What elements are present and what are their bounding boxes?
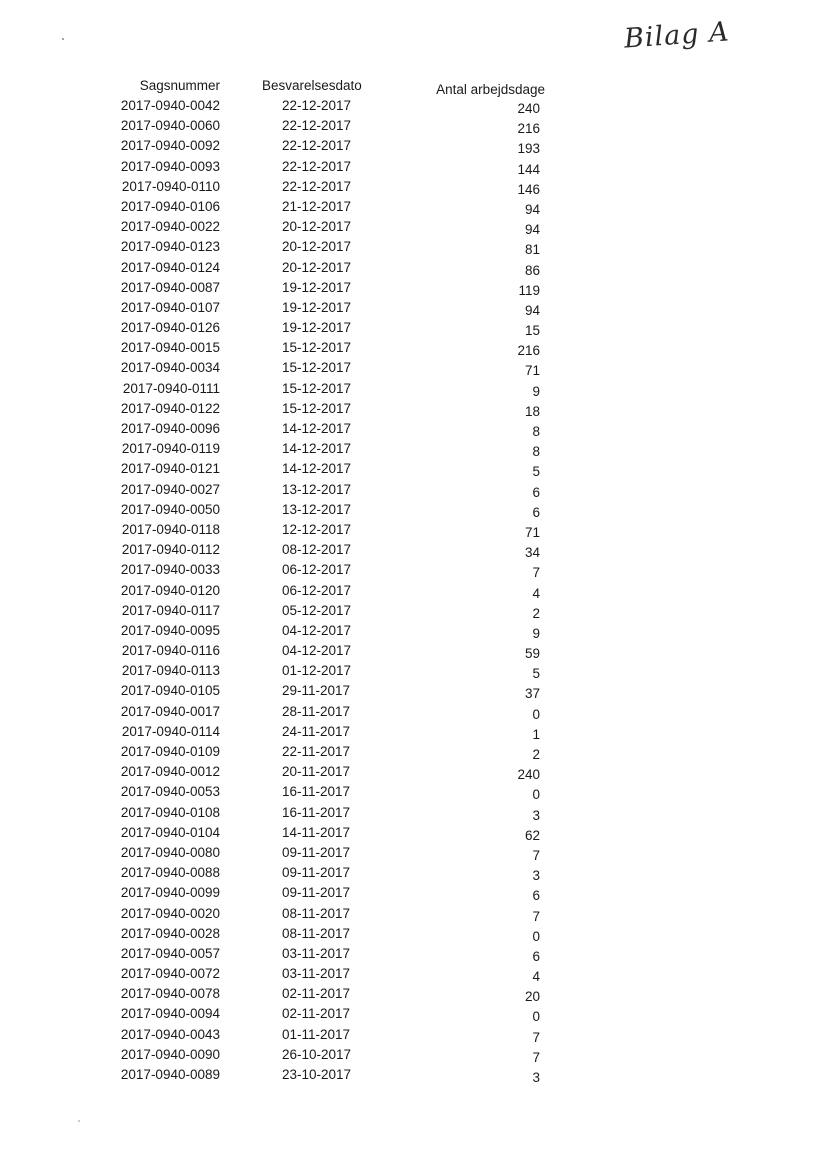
response-date-cell: 09-11-2017 — [282, 844, 351, 860]
case-number-cell: 2017-0940-0122 — [120, 400, 220, 416]
case-number-cell: 2017-0940-0108 — [120, 804, 220, 820]
scan-speck — [78, 1120, 80, 1122]
case-number-cell: 2017-0940-0104 — [120, 824, 220, 840]
response-date-cell: 28-11-2017 — [282, 703, 351, 719]
response-date-cell: 22-11-2017 — [282, 744, 351, 759]
case-number-cell: 2017-0940-0078 — [120, 986, 220, 1002]
table-row — [0, 906, 828, 926]
working-days-cell: 37 — [524, 686, 540, 702]
response-date-cell: 01-11-2017 — [282, 1026, 351, 1042]
table-row — [0, 320, 828, 340]
working-days-cell: 3 — [532, 807, 540, 823]
working-days-cell: 7 — [532, 847, 540, 863]
scan-speck — [62, 38, 64, 40]
table-row — [0, 401, 828, 421]
case-number-cell: 2017-0940-0094 — [120, 1006, 220, 1022]
working-days-cell: 62 — [524, 827, 540, 843]
case-number-cell: 2017-0940-0080 — [120, 844, 220, 860]
table-row — [0, 522, 828, 542]
case-number-cell: 2017-0940-0105 — [120, 683, 220, 699]
table-row — [0, 219, 828, 239]
response-date-cell: 19-12-2017 — [282, 299, 352, 315]
table-row — [0, 1027, 828, 1047]
case-number-cell: 2017-0940-0099 — [120, 885, 220, 901]
response-date-cell: 19-12-2017 — [282, 279, 352, 295]
table-row — [0, 98, 828, 118]
table-row — [0, 845, 828, 865]
case-number-cell: 2017-0940-0057 — [120, 945, 220, 961]
case-number-cell: 2017-0940-0119 — [121, 441, 220, 457]
working-days-cell: 7 — [532, 1049, 540, 1065]
table-row — [0, 603, 828, 623]
case-number-cell: 2017-0940-0012 — [120, 764, 220, 780]
working-days-cell: 6 — [532, 484, 540, 500]
response-date-cell: 03-11-2017 — [282, 966, 351, 982]
case-number-cell: 2017-0940-0088 — [120, 865, 220, 881]
table-row — [0, 724, 828, 744]
working-days-cell: 2 — [532, 605, 540, 621]
response-date-cell: 15-12-2017 — [282, 360, 352, 376]
working-days-cell: 81 — [524, 242, 540, 258]
working-days-cell: 86 — [524, 262, 540, 278]
working-days-cell: 193 — [517, 141, 540, 157]
working-days-cell: 7 — [532, 908, 540, 924]
response-date-cell: 21-12-2017 — [282, 198, 352, 214]
case-number-cell: 2017-0940-0118 — [121, 521, 220, 537]
case-number-cell: 2017-0940-0124 — [120, 259, 220, 275]
header-response-date: Besvarelsesdato — [262, 78, 362, 93]
working-days-cell: 7 — [532, 1029, 540, 1045]
case-number-cell: 2017-0940-0116 — [121, 643, 220, 659]
table-row — [0, 825, 828, 845]
working-days-cell: 0 — [532, 1009, 540, 1025]
table-header — [0, 78, 828, 98]
response-date-cell: 12-12-2017 — [282, 521, 352, 537]
table-row — [0, 482, 828, 502]
table-row — [0, 340, 828, 360]
table-row — [0, 159, 828, 179]
response-date-cell: 20-12-2017 — [282, 259, 352, 275]
case-number-cell: 2017-0940-0095 — [120, 622, 220, 638]
working-days-cell: 144 — [517, 161, 540, 177]
working-days-cell: 3 — [532, 868, 540, 884]
working-days-cell: 3 — [532, 1070, 540, 1085]
working-days-cell: 94 — [524, 302, 540, 318]
response-date-cell: 29-11-2017 — [282, 683, 351, 699]
response-date-cell: 16-11-2017 — [282, 784, 351, 800]
response-date-cell: 22-12-2017 — [282, 98, 352, 113]
working-days-cell: 240 — [517, 101, 540, 116]
working-days-cell: 6 — [532, 888, 540, 904]
table-row — [0, 421, 828, 441]
response-date-cell: 22-12-2017 — [282, 158, 352, 174]
working-days-cell: 18 — [524, 403, 540, 419]
case-number-cell: 2017-0940-0060 — [120, 118, 220, 134]
case-number-cell: 2017-0940-0089 — [120, 1067, 220, 1082]
working-days-cell: 94 — [524, 222, 540, 238]
table-row — [0, 784, 828, 804]
response-date-cell: 04-12-2017 — [282, 643, 352, 659]
table-row — [0, 179, 828, 199]
working-days-cell: 6 — [532, 504, 540, 520]
working-days-cell: 7 — [532, 565, 540, 581]
response-date-cell: 08-11-2017 — [282, 925, 351, 941]
working-days-cell: 146 — [517, 181, 540, 197]
table-row — [0, 280, 828, 300]
case-number-cell: 2017-0940-0112 — [121, 542, 220, 558]
case-number-cell: 2017-0940-0123 — [120, 239, 220, 255]
case-number-cell: 2017-0940-0110 — [121, 178, 220, 194]
working-days-cell: 216 — [517, 343, 540, 359]
table-row — [0, 885, 828, 905]
table-row — [0, 118, 828, 138]
case-number-cell: 2017-0940-0028 — [120, 925, 220, 941]
response-date-cell: 14-11-2017 — [282, 824, 351, 840]
working-days-cell: 6 — [532, 948, 540, 964]
response-date-cell: 24-11-2017 — [282, 723, 351, 739]
response-date-cell: 16-11-2017 — [282, 804, 351, 820]
response-date-cell: 04-12-2017 — [282, 622, 352, 638]
case-number-cell: 2017-0940-0034 — [120, 360, 220, 376]
working-days-cell: 2 — [532, 747, 540, 762]
response-date-cell: 09-11-2017 — [282, 865, 351, 881]
response-date-cell: 08-12-2017 — [282, 542, 352, 558]
case-number-cell: 2017-0940-0017 — [120, 703, 220, 719]
working-days-cell: 9 — [532, 383, 540, 399]
working-days-cell: 34 — [524, 545, 540, 561]
working-days-cell: 71 — [524, 363, 540, 379]
working-days-cell: 8 — [532, 444, 540, 460]
table-row — [0, 583, 828, 603]
working-days-cell: 1 — [532, 726, 540, 742]
case-number-cell: 2017-0940-0117 — [121, 602, 220, 618]
working-days-cell: 4 — [532, 969, 540, 985]
table-row — [0, 946, 828, 966]
case-number-cell: 2017-0940-0022 — [120, 219, 220, 235]
case-number-cell: 2017-0940-0106 — [120, 198, 220, 214]
working-days-cell: 20 — [524, 989, 540, 1005]
table-row — [0, 300, 828, 320]
response-date-cell: 20-12-2017 — [282, 219, 352, 235]
response-date-cell: 23-10-2017 — [282, 1067, 352, 1082]
response-date-cell: 26-10-2017 — [282, 1046, 352, 1062]
response-date-cell: 22-12-2017 — [282, 118, 352, 134]
table-row — [0, 1067, 828, 1087]
response-date-cell: 09-11-2017 — [282, 885, 351, 901]
response-date-cell: 06-12-2017 — [282, 562, 352, 578]
case-number-cell: 2017-0940-0096 — [120, 421, 220, 436]
working-days-cell: 59 — [524, 646, 540, 662]
response-date-cell: 13-12-2017 — [282, 481, 352, 497]
case-number-cell: 2017-0940-0093 — [120, 158, 220, 174]
case-number-cell: 2017-0940-0050 — [120, 501, 220, 517]
case-number-cell: 2017-0940-0111 — [122, 380, 220, 396]
working-days-cell: 9 — [532, 625, 540, 641]
case-number-cell: 2017-0940-0109 — [120, 744, 220, 759]
response-date-cell: 01-12-2017 — [282, 663, 352, 679]
working-days-cell: 240 — [517, 767, 540, 783]
working-days-cell: 0 — [532, 928, 540, 944]
case-number-cell: 2017-0940-0033 — [120, 562, 220, 578]
table-row — [0, 1006, 828, 1026]
table-row — [0, 704, 828, 724]
table-row — [0, 441, 828, 461]
working-days-cell: 5 — [532, 464, 540, 480]
response-date-cell: 20-12-2017 — [282, 239, 352, 255]
case-number-cell: 2017-0940-0090 — [120, 1046, 220, 1062]
case-number-cell: 2017-0940-0027 — [120, 481, 220, 497]
table-row — [0, 764, 828, 784]
response-date-cell: 14-12-2017 — [282, 461, 352, 477]
header-working-days: Antal arbejdsdage — [436, 82, 545, 97]
case-number-cell: 2017-0940-0126 — [120, 320, 220, 336]
case-number-cell: 2017-0940-0072 — [120, 966, 220, 982]
response-date-cell: 15-12-2017 — [282, 340, 352, 356]
response-date-cell: 02-11-2017 — [282, 1006, 351, 1022]
response-date-cell: 19-12-2017 — [282, 320, 352, 336]
case-number-cell: 2017-0940-0053 — [120, 784, 220, 800]
response-date-cell: 13-12-2017 — [282, 501, 352, 517]
table-row — [0, 926, 828, 946]
table-row — [0, 138, 828, 158]
table-row — [0, 239, 828, 259]
response-date-cell: 22-12-2017 — [282, 178, 352, 194]
working-days-cell: 0 — [532, 706, 540, 722]
table-row — [0, 260, 828, 280]
case-number-cell: 2017-0940-0020 — [120, 905, 220, 921]
case-number-cell: 2017-0940-0113 — [121, 663, 220, 679]
case-number-cell: 2017-0940-0121 — [120, 461, 220, 477]
working-days-cell: 5 — [532, 666, 540, 682]
table-row — [0, 986, 828, 1006]
working-days-cell: 119 — [518, 282, 540, 298]
working-days-cell: 4 — [532, 585, 540, 601]
table-row — [0, 562, 828, 582]
case-number-cell: 2017-0940-0107 — [120, 299, 220, 315]
case-number-cell: 2017-0940-0043 — [120, 1026, 220, 1042]
table-row — [0, 502, 828, 522]
table-row — [0, 381, 828, 401]
working-days-cell: 0 — [532, 787, 540, 803]
case-number-cell: 2017-0940-0114 — [121, 723, 220, 739]
response-date-cell: 22-12-2017 — [282, 138, 352, 154]
response-date-cell: 15-12-2017 — [282, 400, 352, 416]
table-row — [0, 542, 828, 562]
handwritten-annotation: Bilag A — [623, 16, 731, 55]
case-number-cell: 2017-0940-0087 — [120, 279, 220, 295]
working-days-cell: 15 — [524, 323, 540, 339]
working-days-cell: 94 — [524, 201, 540, 217]
case-number-cell: 2017-0940-0042 — [120, 98, 220, 113]
table-row — [0, 1047, 828, 1067]
case-number-cell: 2017-0940-0015 — [120, 340, 220, 356]
response-date-cell: 05-12-2017 — [282, 602, 352, 618]
working-days-cell: 71 — [524, 524, 540, 540]
table-body — [0, 98, 828, 1087]
response-date-cell: 02-11-2017 — [282, 986, 351, 1002]
working-days-cell: 216 — [517, 121, 540, 137]
table-row — [0, 865, 828, 885]
table-row — [0, 199, 828, 219]
response-date-cell: 08-11-2017 — [282, 905, 351, 921]
response-date-cell: 14-12-2017 — [282, 441, 352, 457]
working-days-cell: 8 — [532, 424, 540, 439]
response-date-cell: 03-11-2017 — [282, 945, 351, 961]
table-row — [0, 643, 828, 663]
case-number-cell: 2017-0940-0092 — [120, 138, 220, 154]
table-row — [0, 461, 828, 481]
table-row — [0, 683, 828, 703]
case-number-cell: 2017-0940-0120 — [120, 582, 220, 598]
response-date-cell: 20-11-2017 — [282, 764, 351, 780]
table-row — [0, 966, 828, 986]
table-row — [0, 623, 828, 643]
response-date-cell: 06-12-2017 — [282, 582, 352, 598]
response-date-cell: 15-12-2017 — [282, 380, 352, 396]
response-date-cell: 14-12-2017 — [282, 421, 352, 436]
table-row — [0, 360, 828, 380]
table-row — [0, 744, 828, 764]
case-table — [0, 78, 828, 1087]
table-row — [0, 805, 828, 825]
header-case-number: Sagsnummer — [139, 78, 220, 93]
table-row — [0, 663, 828, 683]
